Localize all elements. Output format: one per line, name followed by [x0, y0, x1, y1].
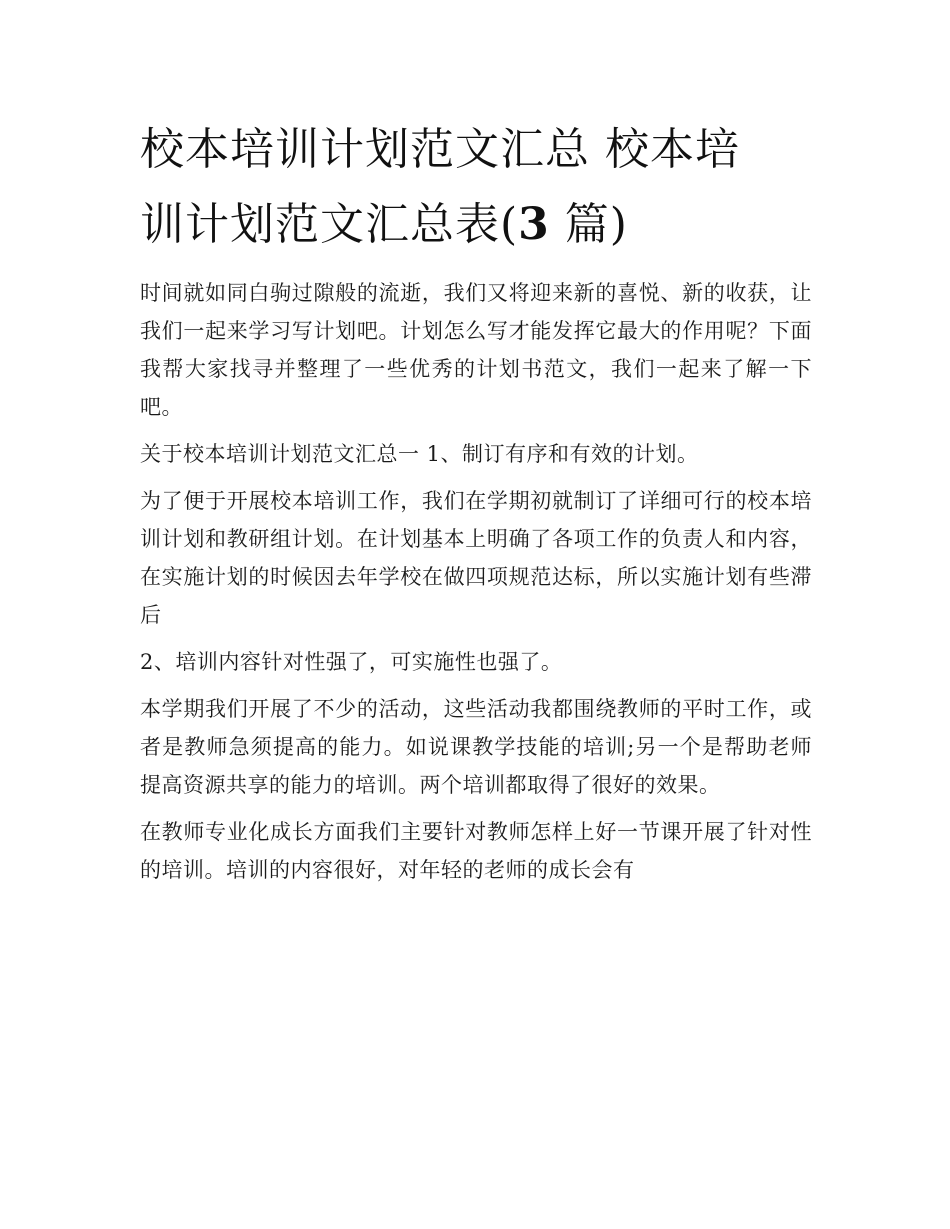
section-heading-1: 关于校本培训计划范文汇总一 1、制订有序和有效的计划。: [140, 442, 699, 466]
title-article-count: 3: [518, 199, 550, 250]
section-heading-2: 2、培训内容针对性强了，可实施性也强了。: [140, 650, 563, 674]
title-line-2-prefix: 训计划范文汇总表(: [140, 199, 519, 250]
title-line-2-suffix: 篇): [549, 199, 628, 250]
document-title: [140, 112, 812, 262]
title-line-1: 校本培训计划范文汇总 校本培: [140, 124, 740, 175]
body-paragraph-2: 本学期我们开展了不少的活动，这些活动我都围绕教师的平时工作，或者是教师急须提高的能力。如说课教学技能的培训;另一个是帮助老师提高资源共享的能力的培训。两个培训都取得了很好的效果。: [140, 697, 812, 797]
body-paragraph-3: 在教师专业化成长方面我们主要针对教师怎样上好一节课开展了针对性的培训。培训的内容很好，对年轻的老师的成长会有: [140, 820, 812, 882]
intro-paragraph: 时间就如同白驹过隙般的流逝，我们又将迎来新的喜悦、新的收获，让我们一起来学习写计划吧。计划怎么写才能发挥它最大的作用呢？下面我帮大家找寻并整理了一些优秀的计划书范文，我们一起来了解一下吧。: [140, 281, 812, 419]
body-paragraph-1: 为了便于开展校本培训工作，我们在学期初就制订了详细可行的校本培训计划和教研组计划。在计划基本上明确了各项工作的负责人和内容，在实施计划的时候因去年学校在做四项规范达标，所以实施计划有些滞后: [140, 489, 812, 627]
document-body: [140, 112, 812, 889]
